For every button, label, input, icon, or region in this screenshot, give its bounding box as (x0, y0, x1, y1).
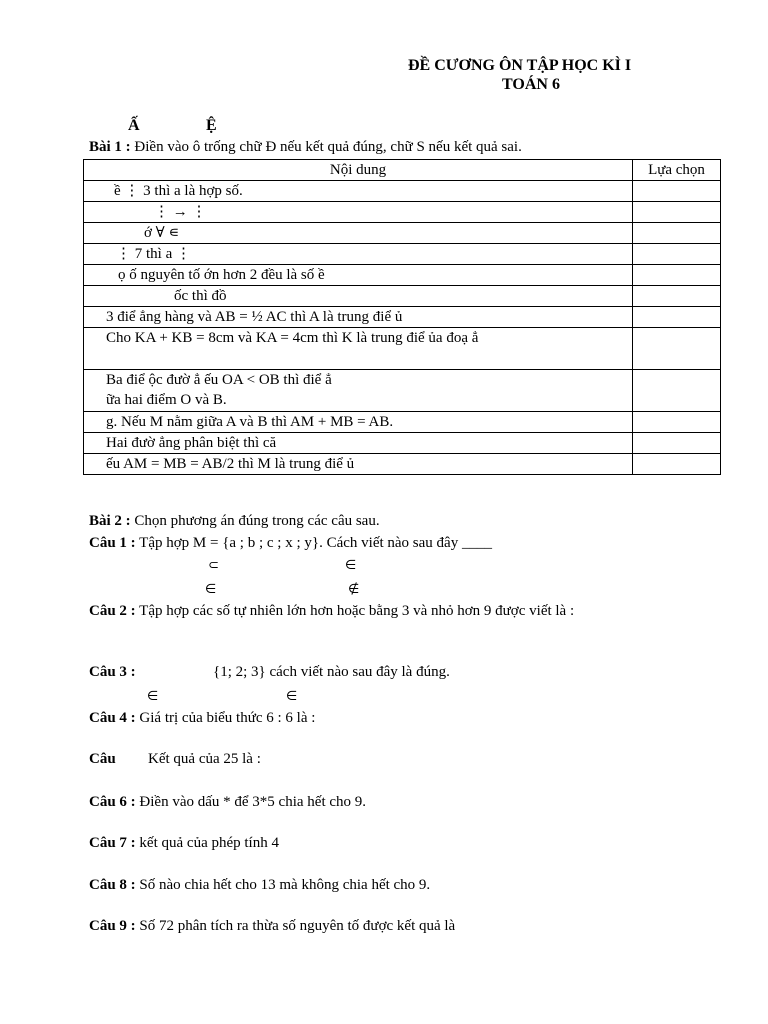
statement-cell: g. Nếu M nằm giữa A và B thì AM + MB = AB. (84, 412, 633, 433)
question-5-text: Kết quả của 25 là : (148, 751, 261, 767)
answer-cell[interactable] (633, 370, 721, 412)
bai2-text: Chọn phương án đúng trong các câu sau. (130, 513, 380, 529)
document-title: ĐỀ CƯƠNG ÔN TẬP HỌC KÌ I (408, 57, 632, 74)
statement-line-1: Ba điể ộc đườ ẳ ếu OA < OB thì điể ẳ (106, 372, 332, 388)
question-1-option-b: ∈ (345, 558, 357, 573)
statement-line-2: ữa hai điểm O và B. (106, 392, 227, 408)
statement-cell: ớ ∀ ∊ (84, 223, 633, 244)
question-6-label: Câu 6 : (89, 794, 136, 810)
column-header-choice: Lựa chọn (633, 160, 721, 181)
question-7 (89, 835, 279, 852)
question-9-label: Câu 9 : (89, 918, 136, 934)
question-2 (89, 603, 574, 620)
question-7-label: Câu 7 : (89, 835, 136, 851)
question-9-text: Số 72 phân tích ra thừa số nguyên tố được kết quả là (135, 918, 456, 934)
bai1-instruction (89, 139, 522, 156)
question-3-option-b: ∈ (286, 689, 298, 704)
table-row (84, 202, 721, 223)
question-8-text: Số nào chia hết cho 13 mà không chia hết cho 9. (135, 877, 431, 893)
question-8-label: Câu 8 : (89, 877, 136, 893)
statement-cell (84, 370, 633, 412)
question-4-text: Giá trị của biểu thức 6 : 6 là : (135, 710, 316, 726)
table-row (84, 286, 721, 307)
question-3-option-a: ∈ (147, 689, 159, 704)
table-row (84, 223, 721, 244)
table-row (84, 307, 721, 328)
answer-cell[interactable] (633, 181, 721, 202)
question-1-label: Câu 1 : (89, 535, 136, 551)
answer-cell[interactable] (633, 265, 721, 286)
answer-cell[interactable] (633, 244, 721, 265)
statement-cell: ề ⋮ 3 thì a là hợp số. (84, 181, 633, 202)
answer-cell[interactable] (633, 454, 721, 475)
document-subtitle: TOÁN 6 (502, 76, 560, 93)
bai2-label: Bài 2 : (89, 513, 131, 529)
table-row (84, 433, 721, 454)
question-6-text: Điền vào dấu * để 3*5 chia hết cho 9. (135, 794, 367, 810)
question-7-text: kết quả của phép tính 4 (135, 835, 279, 851)
question-5-label: Câu (89, 751, 116, 767)
table-row (84, 370, 721, 412)
section-heading-fragment-1: Ấ (128, 117, 140, 134)
answer-cell[interactable] (633, 286, 721, 307)
statement-cell: ốc thì đồ (84, 286, 633, 307)
bai1-label: Bài 1 : (89, 139, 131, 155)
answer-cell[interactable] (633, 223, 721, 244)
question-5 (89, 751, 116, 768)
question-1-text: Tập hợp M = {a ; b ; c ; x ; y}. Cách viết nào sau đây ____ (135, 535, 492, 551)
answer-cell[interactable] (633, 202, 721, 223)
table-row (84, 412, 721, 433)
question-3-label: Câu 3 : (89, 664, 136, 680)
question-6 (89, 794, 366, 811)
question-1-option-d: ∉ (348, 582, 360, 597)
answer-cell[interactable] (633, 328, 721, 370)
table-row (84, 265, 721, 286)
question-3 (89, 664, 136, 681)
answer-cell[interactable] (633, 433, 721, 454)
bai1-text: Điền vào ô trống chữ Đ nếu kết quả đúng, chữ S nếu kết quả sai. (130, 139, 522, 155)
bai2-instruction (89, 513, 380, 530)
statement-cell: Hai đườ ẳng phân biệt thì că (84, 433, 633, 454)
answer-cell[interactable] (633, 412, 721, 433)
question-3-text: {1; 2; 3} cách viết nào sau đây là đúng. (213, 664, 450, 680)
table-row (84, 454, 721, 475)
table-header-row (84, 160, 721, 181)
table-row (84, 244, 721, 265)
question-9 (89, 918, 455, 935)
statement-cell: 3 điể ẳng hàng và AB = ½ AC thì A là trung điể ủ (84, 307, 633, 328)
question-2-text: Tập hợp các số tự nhiên lớn hơn hoặc bằng 3 và nhỏ hơn 9 được viết là : (135, 603, 575, 619)
statement-cell: ⋮ → ⋮ (84, 202, 633, 223)
column-header-content: Nội dung (84, 160, 633, 181)
table-row (84, 328, 721, 370)
section-heading-fragment-2: Ệ (206, 117, 217, 134)
question-4-label: Câu 4 : (89, 710, 136, 726)
question-8 (89, 877, 430, 894)
question-1 (89, 535, 492, 552)
statement-cell: Cho KA + KB = 8cm và KA = 4cm thì K là trung điể ủa đoạ ẳ (84, 328, 633, 370)
statement-cell: ⋮ 7 thì a ⋮ (84, 244, 633, 265)
question-2-label: Câu 2 : (89, 603, 136, 619)
statement-cell: ọ ố nguyên tố ớn hơn 2 đều là số ề (84, 265, 633, 286)
true-false-table (83, 159, 721, 475)
question-1-option-a: ⊂ (208, 558, 219, 573)
table-row (84, 181, 721, 202)
statement-cell: ếu AM = MB = AB/2 thì M là trung điể ủ (84, 454, 633, 475)
question-4 (89, 710, 315, 727)
answer-cell[interactable] (633, 307, 721, 328)
question-1-option-c: ∈ (205, 582, 217, 597)
